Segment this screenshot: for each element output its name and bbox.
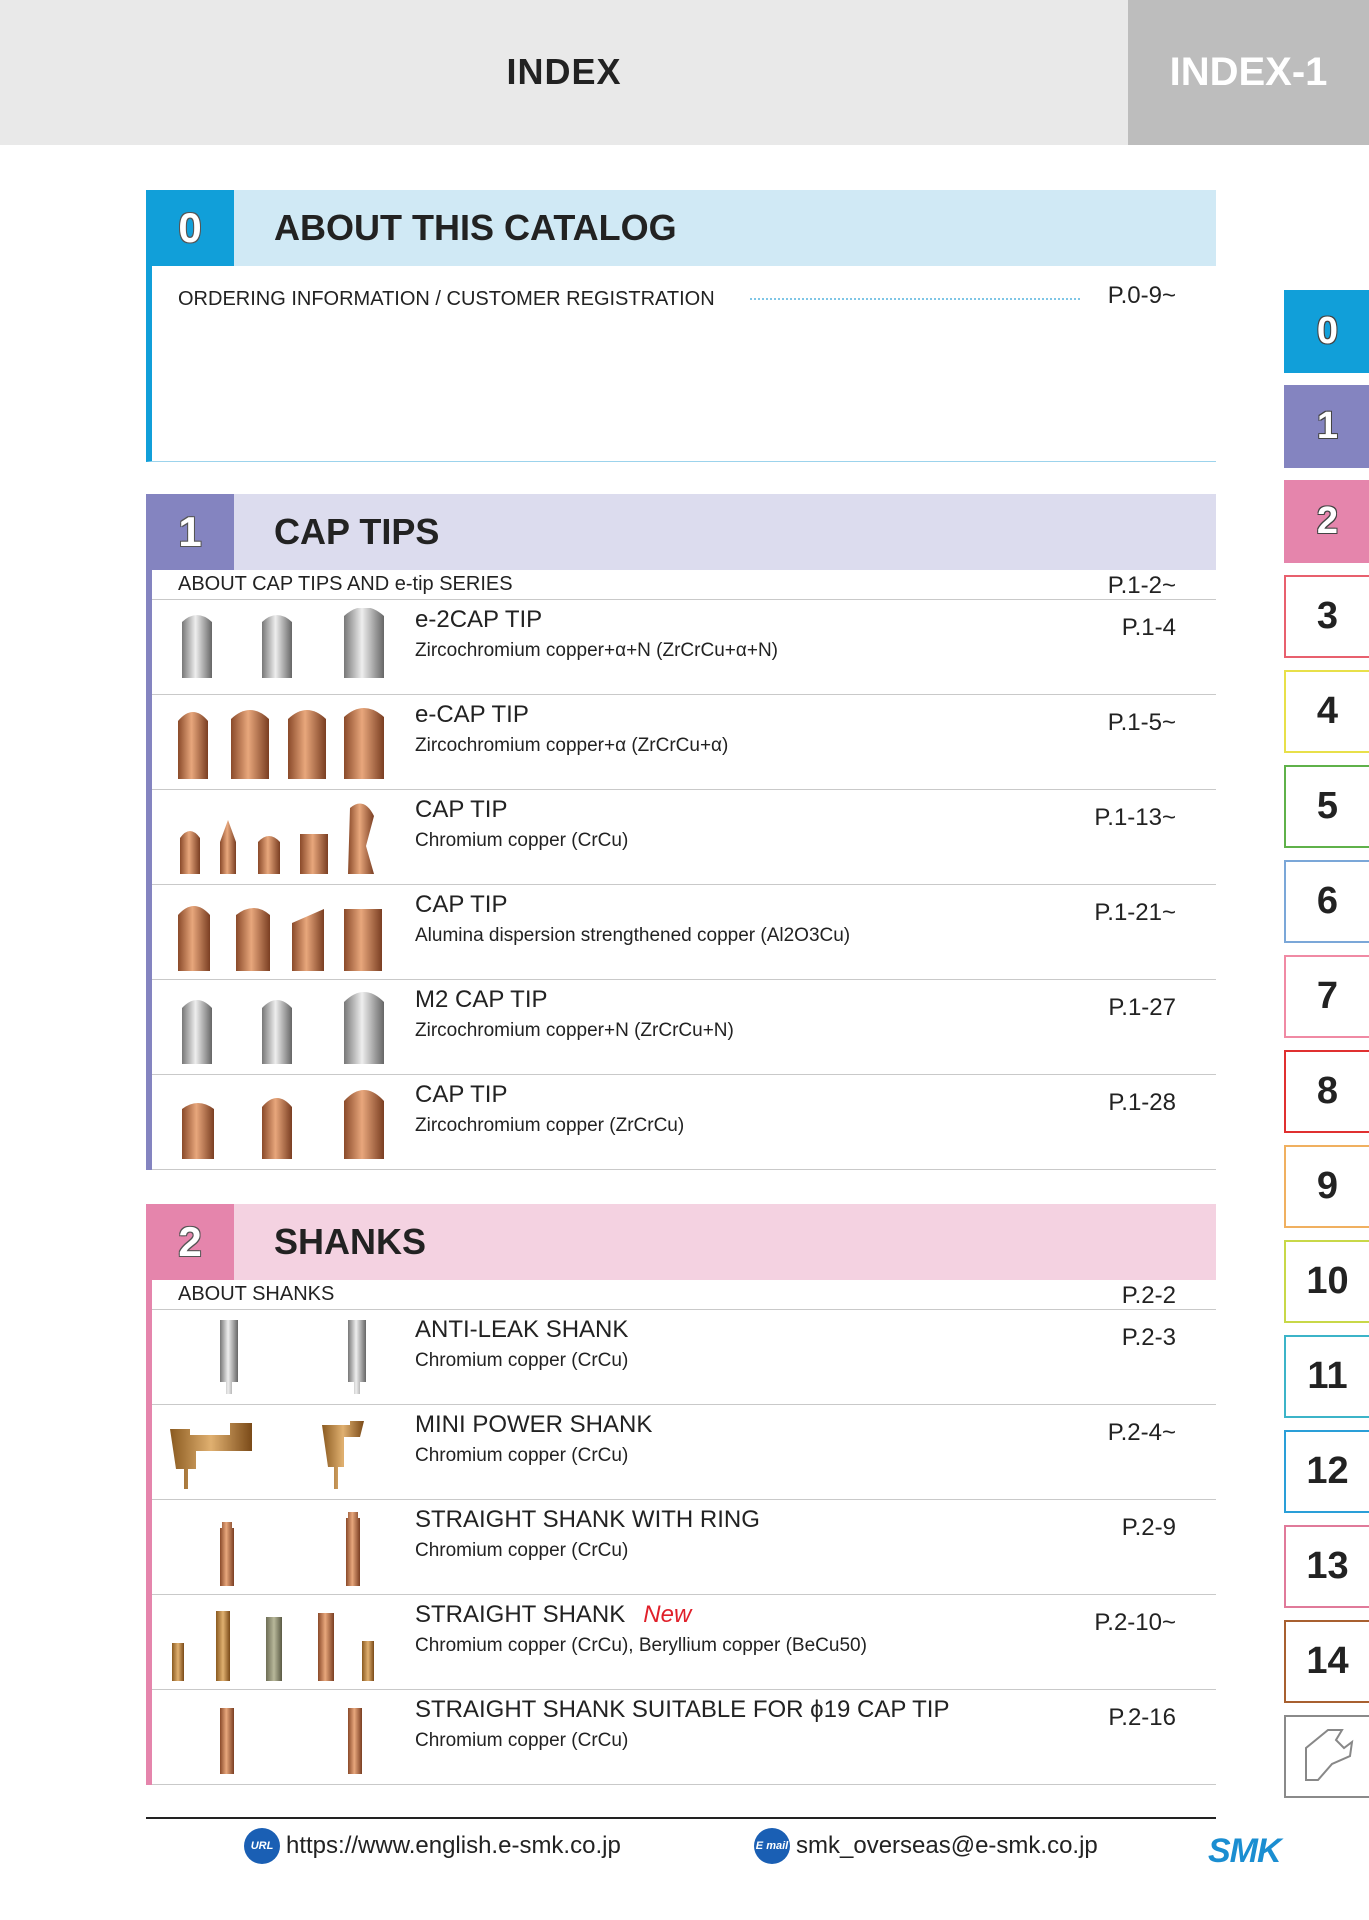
product-name: e-CAP TIP xyxy=(415,701,529,728)
product-photo xyxy=(166,1083,386,1163)
tab-1[interactable] xyxy=(1284,385,1369,468)
product-row[interactable] xyxy=(152,1595,1216,1690)
tab-label: 10 xyxy=(1306,1260,1349,1302)
page-reference: P.1-13~ xyxy=(1094,804,1176,831)
product-images xyxy=(166,1508,386,1588)
tab-label: 6 xyxy=(1316,880,1339,922)
product-material: Zircochromium copper+N (ZrCrCu+N) xyxy=(415,1020,734,1041)
tab-wrench[interactable] xyxy=(1284,1715,1369,1798)
page-reference: P.2-16 xyxy=(1108,1704,1176,1731)
section-number: 1 xyxy=(146,494,234,570)
product-material: Chromium copper (CrCu) xyxy=(415,1730,629,1751)
product-row[interactable] xyxy=(152,1310,1216,1405)
tab-3[interactable] xyxy=(1284,575,1369,658)
tab-label: 1 xyxy=(1316,405,1339,447)
page-reference: P.1-2~ xyxy=(1107,572,1176,599)
section-number: 2 xyxy=(146,1204,234,1280)
product-name: CAP TIP xyxy=(415,1081,508,1108)
product-images xyxy=(166,798,386,878)
tab-12[interactable] xyxy=(1284,1430,1369,1513)
section-cap-tips xyxy=(146,494,1216,1170)
section-header xyxy=(146,190,1216,266)
section-number: 0 xyxy=(146,190,234,266)
product-name: CAP TIP xyxy=(415,796,508,823)
section-tabs xyxy=(1284,290,1369,1810)
page-reference: P.2-9 xyxy=(1121,1514,1176,1541)
page-reference: P.2-10~ xyxy=(1094,1609,1176,1636)
product-row[interactable] xyxy=(152,1500,1216,1595)
about-label: ABOUT CAP TIPS AND e-tip SERIES xyxy=(178,573,513,595)
url-icon: URL xyxy=(244,1828,280,1864)
product-row[interactable] xyxy=(152,790,1216,885)
page-tag: INDEX-1 xyxy=(1128,0,1369,145)
section-title: CAP TIPS xyxy=(274,511,440,552)
page-reference: P.1-28 xyxy=(1108,1089,1176,1116)
product-name: STRAIGHT SHANK WITH RING xyxy=(415,1506,760,1533)
url-link[interactable]: https://www.english.e-smk.co.jp xyxy=(286,1832,621,1859)
about-label: ABOUT SHANKS xyxy=(178,1283,335,1305)
product-name xyxy=(415,1601,691,1629)
product-name: M2 CAP TIP xyxy=(415,986,548,1013)
page-reference: P.2-4~ xyxy=(1107,1419,1176,1446)
product-photo xyxy=(166,798,386,878)
wrench-icon xyxy=(1298,1720,1358,1794)
product-photo xyxy=(166,1318,386,1398)
product-images xyxy=(166,1083,386,1163)
product-images xyxy=(166,608,386,688)
product-row[interactable] xyxy=(152,980,1216,1075)
product-material: Zircochromium copper+α+N (ZrCrCu+α+N) xyxy=(415,640,778,661)
tab-5[interactable] xyxy=(1284,765,1369,848)
product-photo xyxy=(166,608,386,688)
product-name: ANTI-LEAK SHANK xyxy=(415,1316,629,1343)
about-row[interactable] xyxy=(152,570,1216,600)
product-material: Zircochromium copper+α (ZrCrCu+α) xyxy=(415,735,729,756)
footer-divider xyxy=(146,1817,1216,1819)
footer-email[interactable] xyxy=(754,1828,1098,1864)
tab-6[interactable] xyxy=(1284,860,1369,943)
product-name-text: STRAIGHT SHANK xyxy=(415,1601,626,1628)
page-reference: P.1-5~ xyxy=(1107,709,1176,736)
product-material: Chromium copper (CrCu), Beryllium copper (BeCu50) xyxy=(415,1635,867,1656)
tab-label: 2 xyxy=(1316,500,1339,542)
tab-13[interactable] xyxy=(1284,1525,1369,1608)
page-reference: P.0-9~ xyxy=(1107,282,1176,309)
product-images xyxy=(166,1318,386,1398)
page-reference: P.2-2 xyxy=(1121,1282,1176,1309)
section-title: ABOUT THIS CATALOG xyxy=(274,207,677,248)
tab-4[interactable] xyxy=(1284,670,1369,753)
tab-label: 4 xyxy=(1316,690,1339,732)
tab-label: 13 xyxy=(1306,1545,1349,1587)
footer-url[interactable] xyxy=(244,1828,621,1864)
section-body xyxy=(146,570,1216,1170)
product-row[interactable] xyxy=(152,1405,1216,1500)
section-about-catalog xyxy=(146,190,1216,462)
tab-11[interactable] xyxy=(1284,1335,1369,1418)
tab-14[interactable] xyxy=(1284,1620,1369,1703)
section-shanks xyxy=(146,1204,1216,1785)
page-reference: P.1-21~ xyxy=(1094,899,1176,926)
tab-label: 3 xyxy=(1316,595,1339,637)
dotted-leader xyxy=(750,298,1080,300)
page-reference: P.1-4 xyxy=(1121,614,1176,641)
tab-label: 12 xyxy=(1306,1450,1349,1492)
product-name: CAP TIP xyxy=(415,891,508,918)
product-photo xyxy=(166,1413,386,1493)
product-photo xyxy=(166,893,386,973)
product-images xyxy=(166,703,386,783)
smk-logo: SMK xyxy=(1208,1832,1281,1870)
tab-9[interactable] xyxy=(1284,1145,1369,1228)
page-reference: P.2-3 xyxy=(1121,1324,1176,1351)
tab-label: 11 xyxy=(1307,1355,1348,1397)
new-badge: New xyxy=(643,1601,692,1628)
product-images xyxy=(166,1413,386,1493)
product-material: Zircochromium copper (ZrCrCu) xyxy=(415,1115,685,1136)
product-images xyxy=(166,1603,386,1683)
product-name: e-2CAP TIP xyxy=(415,606,543,633)
product-row[interactable] xyxy=(152,600,1216,695)
product-photo xyxy=(166,1508,386,1588)
section-header xyxy=(146,1204,1216,1280)
section-title: SHANKS xyxy=(274,1221,427,1262)
page-header xyxy=(0,0,1369,145)
tab-label: 9 xyxy=(1316,1165,1339,1207)
product-material: Alumina dispersion strengthened copper (Al2O3Cu) xyxy=(415,925,851,946)
product-images xyxy=(166,893,386,973)
section-body xyxy=(146,1280,1216,1785)
product-material: Chromium copper (CrCu) xyxy=(415,1540,629,1561)
page-title: INDEX xyxy=(506,51,622,92)
product-photo xyxy=(166,703,386,783)
product-photo xyxy=(166,1698,386,1778)
page-reference: P.1-27 xyxy=(1108,994,1176,1021)
section-body xyxy=(146,266,1216,462)
tab-0[interactable] xyxy=(1284,290,1369,373)
tab-7[interactable] xyxy=(1284,955,1369,1038)
about-row[interactable] xyxy=(152,1280,1216,1310)
email-link[interactable]: smk_overseas@e-smk.co.jp xyxy=(796,1832,1098,1859)
product-material: Chromium copper (CrCu) xyxy=(415,1445,629,1466)
tab-8[interactable] xyxy=(1284,1050,1369,1133)
tab-label: 5 xyxy=(1316,785,1339,827)
product-material: Chromium copper (CrCu) xyxy=(415,1350,629,1371)
product-name: STRAIGHT SHANK SUITABLE FOR ϕ19 CAP TIP xyxy=(415,1696,950,1723)
product-row[interactable] xyxy=(152,1075,1216,1170)
tab-label: 14 xyxy=(1306,1640,1349,1682)
email-icon: E mail xyxy=(754,1828,790,1864)
tab-2[interactable] xyxy=(1284,480,1369,563)
product-row[interactable] xyxy=(152,885,1216,980)
product-photo xyxy=(166,1603,386,1683)
tab-label: 7 xyxy=(1316,975,1339,1017)
section-header xyxy=(146,494,1216,570)
product-images xyxy=(166,988,386,1068)
product-material: Chromium copper (CrCu) xyxy=(415,830,629,851)
product-images xyxy=(166,1698,386,1778)
tab-label: 8 xyxy=(1316,1070,1339,1112)
tab-10[interactable] xyxy=(1284,1240,1369,1323)
ordering-information-link[interactable]: ORDERING INFORMATION / CUSTOMER REGISTRATION xyxy=(178,288,715,310)
product-row[interactable] xyxy=(152,1690,1216,1785)
product-row[interactable] xyxy=(152,695,1216,790)
product-photo xyxy=(166,988,386,1068)
product-name: MINI POWER SHANK xyxy=(415,1411,653,1438)
tab-label: 0 xyxy=(1316,310,1339,352)
